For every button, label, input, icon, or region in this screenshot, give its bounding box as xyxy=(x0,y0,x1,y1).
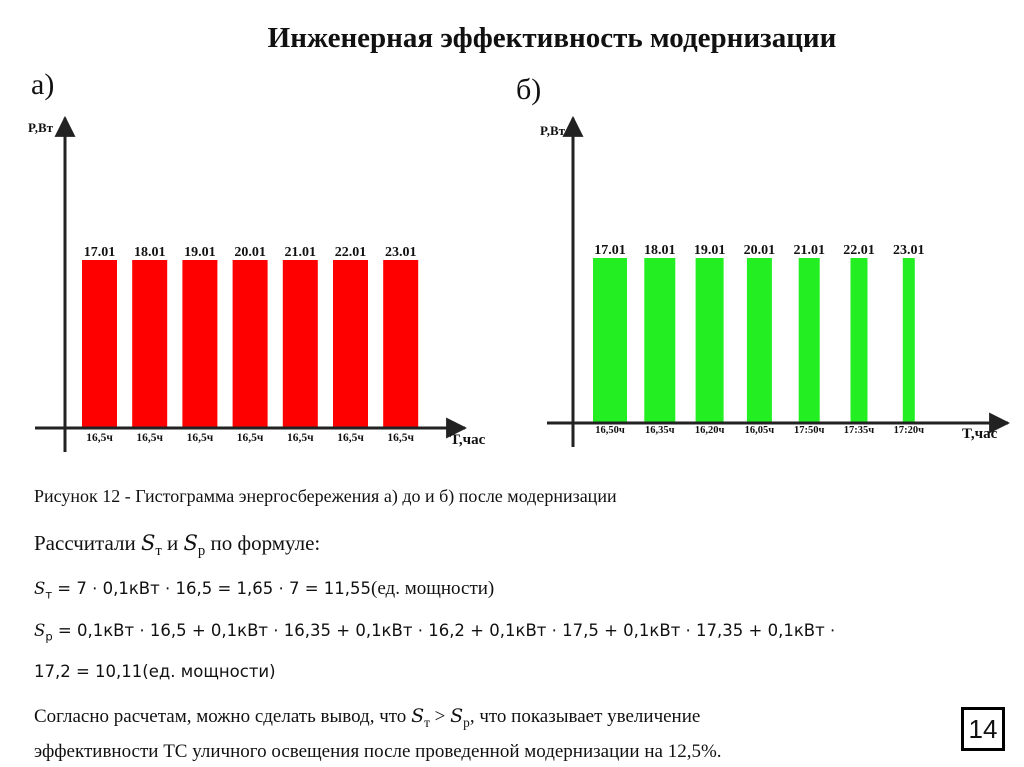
symbol-sub: т xyxy=(45,587,53,602)
x-axis-label: T,час xyxy=(450,432,486,448)
y-axis-label: P,Вт xyxy=(540,123,566,138)
bar xyxy=(383,260,418,428)
bar xyxy=(333,260,368,428)
page-number: 14 xyxy=(961,707,1005,751)
conclusion-line-2: эффективности ТС уличного освещения после проведенной модернизации на 12,5%. xyxy=(34,740,722,762)
bar xyxy=(851,258,868,423)
figure-caption: Рисунок 12 - Гистограмма энергосбережения а) до и б) после модернизации xyxy=(34,486,617,506)
symbol-sub: т xyxy=(155,543,162,560)
formula-st xyxy=(34,578,494,601)
bar xyxy=(593,258,627,423)
x-tick-label: 16,5ч xyxy=(186,432,214,444)
category-label: 23.01 xyxy=(384,245,417,260)
category-label: 21.01 xyxy=(284,245,317,260)
calc-intro xyxy=(34,531,320,560)
bar xyxy=(696,258,724,423)
category-label: 19.01 xyxy=(693,243,726,258)
x-tick-label: 16,5ч xyxy=(236,432,264,444)
panel-label-a: а) xyxy=(31,68,55,101)
bar xyxy=(233,260,268,428)
symbol-s: S xyxy=(183,531,198,555)
category-label: 21.01 xyxy=(793,243,825,258)
bar xyxy=(182,260,217,428)
conclusion xyxy=(34,702,722,766)
category-label: 19.01 xyxy=(184,245,216,260)
symbol-s: S xyxy=(411,705,425,727)
x-tick-label: 16,5ч xyxy=(86,432,113,444)
symbol-s: S xyxy=(450,705,464,727)
category-label: 17.01 xyxy=(83,245,116,260)
operator: > xyxy=(429,706,451,727)
formula-expression: 17,2 = 10,11(ед. мощности) xyxy=(34,662,276,681)
symbol-s: S xyxy=(34,579,46,598)
x-tick-label: 17:35ч xyxy=(843,425,875,436)
category-label: 23.01 xyxy=(893,243,925,258)
category-label: 17.01 xyxy=(594,243,626,258)
x-tick-label: 16,5ч xyxy=(337,432,364,444)
panel-label-b: б) xyxy=(516,73,542,106)
symbol-s: S xyxy=(140,531,156,555)
x-tick-label: 16,5ч xyxy=(286,432,314,444)
category-label: 22.01 xyxy=(334,245,367,260)
bar xyxy=(283,260,318,428)
symbol-sub: р xyxy=(463,714,470,730)
x-tick-label: 17:50ч xyxy=(793,425,825,436)
category-label: 20.01 xyxy=(743,243,776,258)
category-label: 20.01 xyxy=(234,245,266,260)
category-label: 18.01 xyxy=(644,243,676,258)
x-axis-label: T,час xyxy=(962,426,998,442)
conclusion-line-1 xyxy=(34,702,722,737)
formula-sp-line1 xyxy=(34,621,835,643)
symbol-sub: т xyxy=(424,714,430,730)
chart-after xyxy=(540,118,1008,447)
category-label: 18.01 xyxy=(133,245,166,260)
y-axis-label: P,Вт xyxy=(28,120,54,135)
x-tick-label: 17:20ч xyxy=(893,425,925,436)
x-tick-label: 16,50ч xyxy=(595,425,625,436)
bar xyxy=(82,260,117,428)
bar xyxy=(132,260,167,428)
calc-intro-text: по формуле: xyxy=(205,531,321,555)
category-label: 22.01 xyxy=(843,243,875,258)
bar xyxy=(644,258,675,423)
formula-unit: (ед. мощности) xyxy=(371,578,495,599)
x-tick-label: 16,05ч xyxy=(744,425,775,436)
formula-expression: = 7 ⋅ 0,1кВт ⋅ 16,5 = 1,65 ⋅ 7 = 11,55 xyxy=(52,579,372,598)
x-tick-label: 16,5ч xyxy=(387,432,415,444)
conclusion-text: , что показывает увеличение xyxy=(469,706,701,727)
symbol-sub: р xyxy=(197,543,206,560)
chart-before xyxy=(28,118,486,452)
symbol-sub: р xyxy=(45,629,53,644)
x-tick-label: 16,20ч xyxy=(694,425,725,436)
bar xyxy=(903,258,915,423)
bar xyxy=(799,258,820,423)
formula-expression: = 0,1кВт ⋅ 16,5 + 0,1кВт ⋅ 16,35 + 0,1кВт ⋅ 16,2 + 0,1кВт ⋅ 17,5 + 0,1кВт ⋅ 17,35 + 0,1кВт ⋅ xyxy=(52,621,836,640)
slide-title-text: Инженерная эффективность модернизации xyxy=(267,22,837,54)
calc-intro-text: Рассчитали xyxy=(34,531,141,555)
calc-intro-text: и xyxy=(161,531,184,555)
conclusion-text: Согласно расчетам, можно сделать вывод, что xyxy=(34,706,412,727)
formula-sp-line2 xyxy=(34,662,276,681)
bar xyxy=(747,258,772,423)
x-tick-label: 16,5ч xyxy=(136,432,164,444)
symbol-s: S xyxy=(34,621,46,640)
x-tick-label: 16,35ч xyxy=(645,425,675,436)
